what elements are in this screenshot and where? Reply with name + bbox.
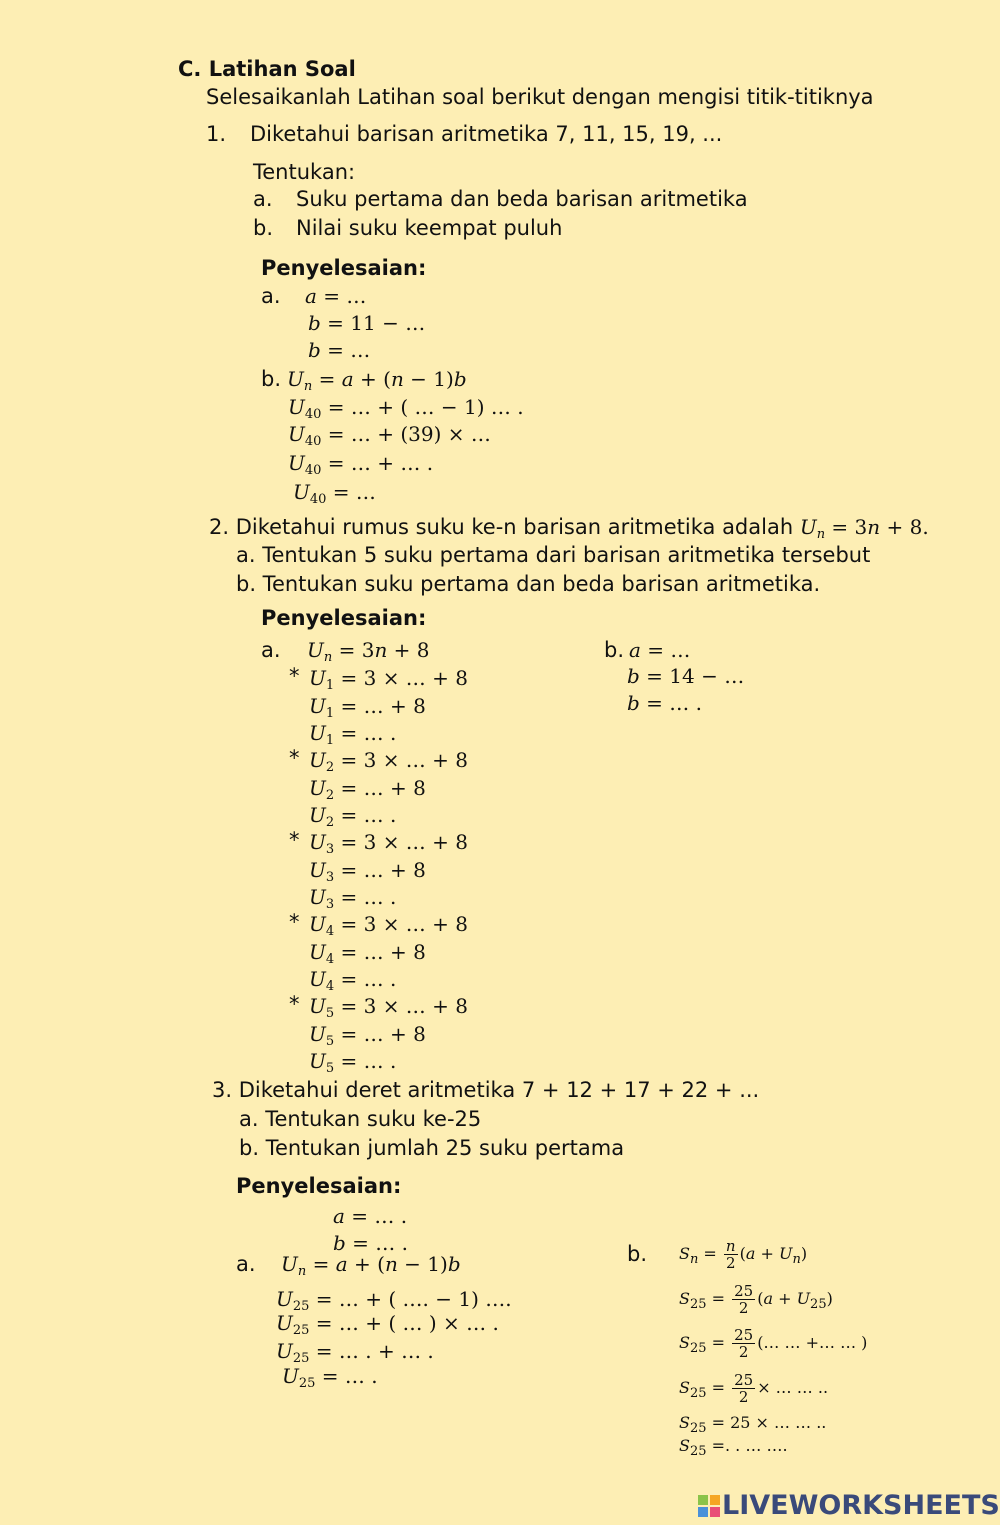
section-instruction: Selesaikanlah Latihan soal berikut dengan mengisi titik-titiknya: [206, 85, 874, 109]
q2-u3-b[interactable]: $U_3$ = … + 8: [309, 858, 426, 885]
q2-sol-b-label: b.: [604, 638, 625, 662]
q2-eq-b1[interactable]: b = 14 − …: [627, 664, 745, 688]
q3-eq-a[interactable]: a = … .: [333, 1204, 408, 1228]
q3-eq-s25-4[interactable]: $S_{25} = 25$ × … … ..: [679, 1413, 827, 1436]
q2-sol-a-label: a.: [261, 638, 281, 662]
q2-u3-c[interactable]: $U_3$ = … .: [309, 885, 397, 912]
q2-star-4: *: [289, 910, 300, 934]
q1-eq-un: $U_n = a + (n - 1)b$: [287, 367, 467, 394]
q2-a-text: a. Tentukan 5 suku pertama dari barisan aritmetika tersebut: [236, 543, 871, 567]
liveworksheets-logo: [698, 1490, 1000, 1521]
q3-sol-b-label: b.: [627, 1242, 648, 1266]
q2-u4-c[interactable]: $U_4$ = … .: [309, 967, 397, 994]
q3-b-text: b. Tentukan jumlah 25 suku pertama: [239, 1136, 625, 1160]
q3-sol-a-label: a.: [236, 1252, 256, 1276]
q3-eq-sn: $S_n$ = $\frac{n}{2}$ $(a + U_n)$: [679, 1237, 808, 1272]
q2-u2-a[interactable]: $U_2 = 3$ × … + 8: [309, 748, 469, 775]
q1-eq-b1[interactable]: b = 11 − …: [308, 311, 426, 335]
q2-u3-a[interactable]: $U_3 = 3$ × … + 8: [309, 830, 469, 857]
q3-eq-un: $U_n = a + (n - 1)b$: [281, 1252, 461, 1279]
q1-eq-u40-4[interactable]: $U_{40}$ = …: [293, 480, 376, 507]
liveworksheets-mark-icon: [698, 1495, 720, 1517]
q1-solution-label: Penyelesaian:: [261, 256, 427, 280]
q1-a-label: a.: [253, 187, 273, 211]
q3-text: 3. Diketahui deret aritmetika 7 + 12 + 17 + 22 + ...: [212, 1078, 760, 1102]
q2-star-3: *: [289, 828, 300, 852]
q1-tentukan: Tentukan:: [253, 160, 356, 184]
q2-u5-a[interactable]: $U_5 = 3$ × … + 8: [309, 994, 469, 1021]
q2-u1-c[interactable]: $U_1$ = … .: [309, 721, 397, 748]
q1-sol-b-label: b.: [261, 367, 282, 391]
q3-eq-b[interactable]: b = … .: [333, 1231, 408, 1255]
q1-b-label: b.: [253, 216, 274, 240]
q2-solution-label: Penyelesaian:: [261, 606, 427, 630]
q2-u4-a[interactable]: $U_4 = 3$ × … + 8: [309, 912, 469, 939]
q1-sol-a-label: a.: [261, 284, 281, 308]
q1-eq-a[interactable]: a = …: [305, 284, 367, 308]
q2-u2-c[interactable]: $U_2$ = … .: [309, 803, 397, 830]
q3-a-text: a. Tentukan suku ke-25: [239, 1107, 482, 1131]
q3-eq-u25-3[interactable]: $U_{25}$ = … . + … .: [276, 1339, 434, 1366]
q3-solution-label: Penyelesaian:: [236, 1174, 402, 1198]
q3-eq-s25-2[interactable]: $S_{25}$ = $\frac{25}{2}$ (… … +… … ): [679, 1326, 868, 1361]
liveworksheets-text: LIVEWORKSHEETS: [722, 1490, 1000, 1521]
q2-u5-c[interactable]: $U_5$ = … .: [309, 1049, 397, 1076]
q2-formula: $U_n = 3n + 8$.: [799, 515, 929, 542]
q2-text: 2. Diketahui rumus suku ke-n barisan aritmetika adalah $U_n = 3n + 8$.: [209, 515, 929, 542]
q2-u2-b[interactable]: $U_2$ = … + 8: [309, 776, 426, 803]
q1-eq-u40-1[interactable]: $U_{40}$ = … + ( … − 1) … .: [288, 395, 524, 422]
q1-a-text: Suku pertama dan beda barisan aritmetika: [296, 187, 748, 211]
q3-eq-u25-4[interactable]: $U_{25}$ = … .: [282, 1364, 378, 1391]
q2-star-1: *: [289, 664, 300, 688]
q2-star-5: *: [289, 992, 300, 1016]
q3-eq-u25-2[interactable]: $U_{25}$ = … + ( … ) × … .: [276, 1311, 499, 1338]
q2-eq-un: $U_n = 3n + 8$: [307, 638, 430, 665]
q3-eq-u25-1[interactable]: $U_{25}$ = … + ( …. − 1) ….: [276, 1287, 512, 1314]
q3-eq-s25-1: $S_{25}$ = $\frac{25}{2}$ $(a + U_{25})$: [679, 1282, 833, 1317]
q1-b-text: Nilai suku keempat puluh: [296, 216, 563, 240]
q2-u1-b[interactable]: $U_1$ = … + 8: [309, 694, 426, 721]
q2-u5-b[interactable]: $U_5$ = … + 8: [309, 1022, 426, 1049]
q2-eq-a[interactable]: a = …: [629, 638, 691, 662]
section-title: C. Latihan Soal: [178, 57, 356, 81]
q2-eq-b2[interactable]: b = … .: [627, 691, 702, 715]
q1-eq-u40-2[interactable]: $U_{40}$ = … + (39) × …: [288, 422, 491, 449]
q1-eq-b2[interactable]: b = …: [308, 338, 371, 362]
q2-b-text: b. Tentukan suku pertama dan beda barisan aritmetika.: [236, 572, 821, 596]
q2-u1-a[interactable]: $U_1 = 3$ × … + 8: [309, 666, 469, 693]
q1-text: Diketahui barisan aritmetika 7, 11, 15, 19, ...: [250, 122, 723, 146]
q1-eq-u40-3[interactable]: $U_{40}$ = … + … .: [288, 451, 434, 478]
q2-star-2: *: [289, 746, 300, 770]
q3-eq-s25-3[interactable]: $S_{25}$ = $\frac{25}{2}$ × … … ..: [679, 1371, 829, 1406]
q1-number: 1.: [206, 122, 227, 146]
q2-u4-b[interactable]: $U_4$ = … + 8: [309, 940, 426, 967]
q3-eq-s25-5[interactable]: $S_{25}$ =. . … ….: [679, 1436, 788, 1459]
